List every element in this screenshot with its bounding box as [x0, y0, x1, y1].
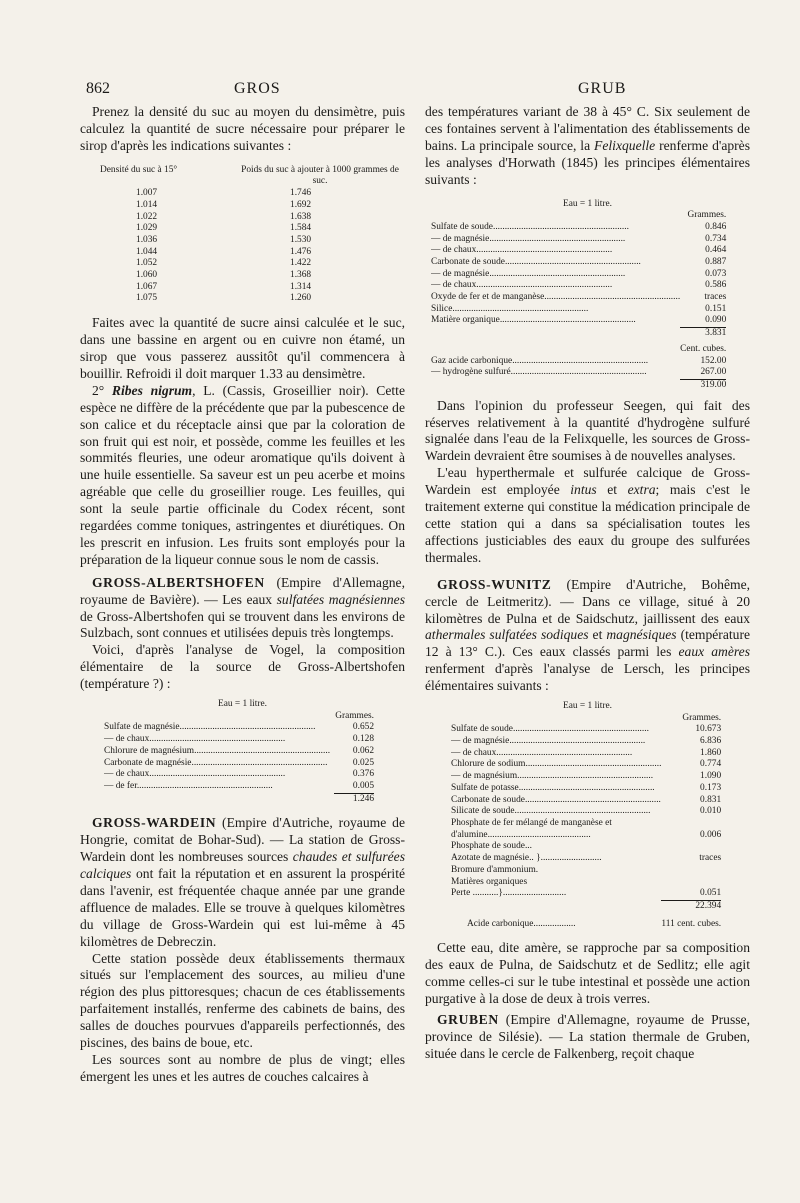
row-value: 1.260 [290, 293, 312, 304]
table-row [100, 247, 400, 259]
table-row [451, 748, 721, 760]
row-value: 0.128 [352, 734, 374, 745]
table-row [104, 746, 374, 758]
table-row [100, 235, 400, 247]
entry-text: L'eau hyperthermale et sulfurée calcique de Gross-Wardein est employée [425, 465, 750, 498]
row-label: — hydrogène sulfuré [431, 367, 511, 378]
row-label: Oxyde de fer et de manganèse [431, 292, 545, 303]
row-label: Acide carbonique [467, 918, 534, 929]
table-row [104, 781, 374, 793]
table-row [100, 188, 400, 200]
bracket-row: Matières organiques [451, 876, 528, 887]
row-value: 1.476 [290, 246, 312, 257]
row-value: 1.746 [290, 188, 312, 199]
table-row [431, 269, 726, 281]
row-label: Silice [431, 303, 453, 314]
bracket-row: Perte ...........}........................... [451, 888, 567, 899]
row-label: 1.052 [136, 258, 158, 269]
row-value: 10.673 [695, 724, 722, 735]
table-title: Eau = 1 litre. [217, 699, 268, 710]
row-value: 0.734 [705, 233, 727, 244]
entry-gross-albertshofen [80, 575, 405, 643]
table-row [100, 200, 400, 212]
entry-text: (température 12 à 13° C.). Ces eaux classés parmi les [425, 627, 751, 660]
table-row [451, 771, 721, 783]
row-label-cell: — de chaux.......................................................... [431, 280, 613, 291]
row-value: 0.173 [700, 782, 722, 793]
entry-text: et [596, 482, 628, 498]
table-row [104, 722, 374, 734]
table-total: 22.394 [661, 900, 721, 912]
row-label-cell: Matière organique.......................................................... [431, 315, 636, 326]
paragraph-vogel-analysis: Voici, d'après l'analyse de Vogel, la composition élémentaire de la source de Gross-Albertshofen (température ?) : [80, 642, 405, 692]
row-value: 0.846 [705, 221, 727, 232]
unit-label: Grammes. [687, 210, 727, 221]
entry-heading: GRUBEN [437, 1011, 499, 1027]
table-row [100, 258, 400, 270]
row-label: Sulfate de soude [431, 221, 493, 232]
row-value: 0.005 [352, 780, 374, 791]
table-row [431, 245, 726, 257]
entry-gruben [425, 1012, 750, 1063]
paragraph-ribes-nigrum [80, 383, 405, 569]
row-label-cell: Sulfate de potasse.......................................................... [451, 782, 655, 793]
paragraph-seegen: Dans l'opinion du professeur Seegen, qui fait des réserves relativement à la quantité d'hydrogène sulfuré signalée dans l'eau de la Felixquelle, les sources de Gross-Wardein devraient être soumises à de nouvelles analyses. [425, 397, 750, 464]
row-value: 0.376 [352, 769, 374, 780]
row-label: — de chaux [451, 747, 497, 758]
entry-text: ; mais c'est le traitement externe qui constitue la médication principale de cette station qui a dans sa spécialisation toutes les affections justiciables des eaux du groupe des sulfurées thermales. [425, 482, 750, 565]
row-label: 1.014 [136, 199, 158, 210]
row-label: — de fer [104, 780, 137, 791]
row-label: 1.075 [136, 293, 158, 304]
table-row [431, 292, 726, 304]
entry-text: (Empire d'Allemagne, royaume de Prusse, province de Silésie). — La station thermale de Gruben, située dans le cercle de Falkenberg, reçoit chaque [425, 1011, 750, 1061]
row-label: 1.044 [136, 246, 158, 257]
row-value: 0.652 [352, 722, 374, 733]
entry-italic: chaudes et sulfurées calciques [80, 849, 405, 882]
paragraph-bitter-water: Cette eau, dite amère, se rapproche par sa composition des eaux de Pulna, de Saidschutz et de Sedlitz; elle agit comme celles-ci sur le tube intestinal et possède une action purgative à la dose de deux à trois verres. [425, 940, 750, 1007]
row-value: 1.314 [290, 281, 312, 292]
row-label-cell: — de chaux.......................................................... [104, 734, 286, 745]
row-value: 0.062 [352, 745, 374, 756]
table-total: 3.831 [680, 328, 726, 340]
row-label: d'alumine [451, 829, 488, 840]
row-label-cell: — de fer.......................................................... [104, 780, 273, 791]
row-label-cell: — de chaux.......................................................... [451, 747, 633, 758]
table-row [451, 759, 721, 771]
entry-heading: GROSS-WARDEIN [92, 815, 217, 831]
entry-italic: extra [627, 482, 656, 498]
page-number: 862 [86, 80, 110, 97]
entry-text: (Empire d'Allemagne, royaume de Bavière). — Les eaux [80, 574, 405, 607]
row-label-cell: — de magnésie.......................................................... [431, 268, 626, 279]
entry-heading: GROSS-ALBERTSHOFEN [92, 574, 265, 590]
row-value: 0.073 [705, 268, 727, 279]
row-value: 0.887 [705, 256, 727, 267]
row-label: 1.067 [136, 281, 158, 292]
row-label: Chlorure de magnésium [104, 745, 195, 756]
row-label-cell: — de magnésie.......................................................... [451, 736, 646, 747]
row-label: — de chaux [431, 245, 477, 256]
row-value: 0.586 [705, 280, 727, 291]
entry-text: renferment d'après l'analyse de Lersch, les principes élémentaires suivants : [425, 661, 750, 694]
row-label: Carbonate de soude [431, 256, 505, 267]
row-label: Matière organique [431, 315, 500, 326]
row-value: 0.774 [700, 759, 722, 770]
row-label: — de chaux [104, 734, 150, 745]
row-value: 0.464 [705, 245, 727, 256]
row-label-cell: Gaz acide carbonique.......................................................... [431, 355, 649, 366]
row-label-cell: Oxyde de fer et de manganèse.......................................................... [431, 292, 681, 303]
row-value: 1.368 [290, 270, 312, 281]
felixquelle-table [431, 210, 726, 392]
row-label: Sulfate de soude [451, 724, 513, 735]
bracket-row: Phosphate de soude... [451, 841, 532, 852]
paragraph-syrup-cooking: Faites avec la quantité de sucre ainsi calculée et le suc, dans une bassine en argent ou en cuivre non étamé, un sirop que vous passerez aussitôt qu'il commencera à bouillir. Refroidi il doit marquer 1.33 au densimètre. [80, 315, 405, 381]
entry-gross-wunitz [425, 577, 750, 695]
row-label: Chlorure de sodium [451, 759, 526, 770]
row-label: Sulfate de potasse [451, 782, 519, 793]
row-value: 0.010 [700, 806, 722, 817]
row-value: 1.090 [700, 771, 722, 782]
entry-italic: intus [570, 482, 597, 498]
row-value: 6.836 [700, 736, 722, 747]
paragraph-felixquelle [425, 104, 750, 189]
row-label: — de magnésie [451, 736, 510, 747]
entry-text: renferme d'après les analyses d'Horwath (1845) les principes élémentaires suivants : [425, 137, 750, 187]
perte-value: 0.051 [700, 888, 722, 899]
table-row [431, 304, 726, 316]
row-label-cell: — hydrogène sulfuré.......................................................... [431, 367, 647, 378]
table-row [100, 212, 400, 224]
entry-text: ont fait la réputation et en assurent la prospérité dans l'avenir, est fréquentée chaque année par une grande affluence de malades. Elle se trouve à quelques kilomètres du village de Gross-Wardein qui est lui-même à 45 kilomètres de Debreczin. [80, 866, 405, 949]
row-label: — de magnésium [451, 771, 518, 782]
row-label: Azotate de magnésie.. [451, 853, 534, 864]
traces-value: traces [699, 853, 722, 864]
row-label: 1.036 [136, 234, 158, 245]
row-label-cell: Carbonate de soude.......................................................... [431, 256, 641, 267]
phosphate-label: Phosphate de fer mélangé de manganèse et [451, 818, 612, 828]
row-value: 1.584 [290, 223, 312, 234]
table-row [451, 724, 721, 736]
row-value: 0.831 [700, 794, 722, 805]
table-row [451, 795, 721, 807]
row-label-cell: Carbonate de soude.......................................................... [451, 794, 661, 805]
table-row [431, 356, 726, 368]
row-value: 267.00 [700, 367, 727, 378]
unit-label: Cent. cubes. [680, 343, 727, 354]
running-head-left: GROS [234, 80, 281, 97]
row-value: 1.530 [290, 234, 312, 245]
table-row [104, 734, 374, 746]
paragraph-syrup-instructions: Prenez la densité du suc au moyen du densimètre, puis calculez la quantité de sucre nécessaire pour préparer le sirop d'après les indications suivantes : [80, 104, 405, 153]
density-head-col1: Densité du suc à 15° [100, 164, 178, 175]
entry-text: de Gross-Albertshofen qui se trouvent dans les environs de Sulzbach, sont connues et utilisées depuis très longtemps. [80, 608, 405, 641]
table-row [104, 758, 374, 770]
table-row [100, 293, 400, 305]
row-label-cell: — de magnésie.......................................................... [431, 233, 626, 244]
row-label-cell: — de chaux.......................................................... [104, 769, 286, 780]
table-row [451, 783, 721, 795]
density-head-col2: Poids du suc à ajouter à 1000 grammes de suc. [241, 164, 399, 187]
acid-label: Acide carbonique.................. [467, 918, 576, 929]
unit-label: Grammes. [682, 712, 722, 723]
unit-label: Grammes. [335, 710, 374, 721]
running-head-right: GRUB [578, 80, 627, 97]
row-label: Sulfate de magnésie [104, 722, 180, 733]
row-label: Carbonate de soude [451, 794, 525, 805]
entry-text: (Empire d'Autriche, royaume de Hongrie, comitat de Bohar-Sud). — La station de Gross-Wardein dont les nombreuses sources [80, 815, 405, 865]
row-label-cell: Silice.......................................................... [431, 303, 589, 314]
row-label: — de magnésie [431, 268, 490, 279]
row-value: 1.422 [290, 258, 312, 269]
row-label-cell: — de magnésium.......................................................... [451, 771, 654, 782]
entry-italic: magnésiques [606, 627, 677, 643]
table-row [431, 234, 726, 246]
table-title: Eau = 1 litre. [562, 198, 613, 209]
row-label: Carbonate de magnésie [104, 757, 192, 768]
paragraph-sources: Les sources sont au nombre de plus de vingt; elles émergent les unes et les autres de couches calcaires à [80, 1052, 405, 1084]
row-label-cell: — de chaux.......................................................... [431, 245, 613, 256]
row-label-cell: Sulfate de magnésie.......................................................... [104, 722, 316, 733]
bracket-row: Bromure d'ammonium. [451, 864, 539, 875]
entry-text: des températures variant de 38 à 45° C. Six seulement de ces fontaines servent à l'alimentation des établissements de bains. La principale source, la [425, 104, 750, 153]
entry-italic: Felixquelle [594, 137, 656, 153]
table-row [100, 282, 400, 294]
row-value: 152.00 [700, 355, 727, 366]
row-value: 1.692 [290, 199, 312, 210]
table-total: 1.246 [334, 793, 374, 805]
table-row [100, 223, 400, 235]
bracket-row: Azotate de magnésie.. }.......................... [451, 853, 602, 864]
row-value: traces [704, 292, 727, 303]
acid-value: 111 cent. cubes. [661, 918, 722, 929]
table-row [451, 736, 721, 748]
gas-total: 319.00 [680, 379, 726, 391]
row-value: 0.151 [705, 303, 727, 314]
table-row [104, 769, 374, 781]
entry-gross-wardein [80, 815, 405, 950]
phosphate-value: 0.006 [700, 829, 722, 840]
row-label: — de magnésie [431, 233, 490, 244]
row-label: 1.029 [136, 223, 158, 234]
row-label: 1.007 [136, 188, 158, 199]
row-label: Silicate de soude [451, 806, 515, 817]
row-label-cell: Carbonate de magnésie.......................................................... [104, 757, 328, 768]
row-label-cell: Sulfate de soude.......................................................... [431, 221, 629, 232]
wunitz-table [451, 713, 721, 931]
paragraph-establishments: Cette station possède deux établissements thermaux situés sur l'emplacement des sources, au milieu d'une région des plus pittoresques; chacun de ces établissements parfaitement installés, renferme des cabinets de bains, des salles de douches pourvues d'appareils perfectionnés, des piscines, des bains de boue, etc. [80, 950, 405, 1051]
row-label-cell: Sulfate de soude.......................................................... [451, 724, 649, 735]
entry-heading: GROSS-WUNITZ [437, 576, 552, 592]
row-label: 1.060 [136, 270, 158, 281]
row-value: 0.090 [705, 315, 727, 326]
table-row [431, 315, 726, 327]
table-row [451, 806, 721, 818]
phosphate-label-2: d'alumine............................................ [451, 829, 591, 840]
table-row [431, 222, 726, 234]
ribes-name: Ribes nigrum [111, 382, 193, 398]
row-value: 1.860 [700, 747, 722, 758]
row-label: 1.022 [136, 211, 158, 222]
row-label: Gaz acide carbonique [431, 355, 513, 366]
row-value: 1.638 [290, 211, 312, 222]
row-label: — de chaux [104, 769, 150, 780]
table-row [431, 257, 726, 269]
ribes-text: , L. (Cassis, Groseillier noir). Cette espèce ne diffère de la précédente que par la pubescence de son calice et du réceptacle ainsi que par la coloration de son fruit qui est noir, et possède, comme les feuilles et les sommités fleuries, une odeur aromatique qu'ils doivent à une huile essentielle. Sa saveur est un peu acerbe et moins agréable que celle du groseillier rouge. Les feuilles, qui sont la seule partie officinale du Codex récent, sont regardées comme toniques, astringentes et diurétiques. On les prescrit en infusion. Les fruits sont employés pour la préparation de la liqueur connue sous le nom de cassis. [80, 382, 405, 567]
entry-text: et [588, 627, 607, 643]
row-label-cell: Chlorure de sodium.......................................................... [451, 759, 662, 770]
row-label-cell: Silicate de soude.......................................................... [451, 806, 651, 817]
row-label-cell: Chlorure de magnésium.......................................................... [104, 745, 331, 756]
row-label: Perte [451, 888, 471, 899]
albertshofen-table [104, 711, 374, 806]
paragraph-hyperthermal [425, 465, 750, 566]
table-title: Eau = 1 litre. [562, 701, 613, 712]
ribes-number: 2° [92, 382, 112, 398]
table-row [431, 367, 726, 379]
row-value: 0.025 [352, 757, 374, 768]
table-row [431, 280, 726, 292]
density-table [100, 165, 400, 305]
left-column [80, 104, 405, 1086]
entry-text: (Empire d'Autriche, Bohême, cercle de Leitmeritz). — Dans ce village, situé à 20 kilomètres de Pulna et de Saidschutz, jaillissent des eaux [425, 576, 750, 626]
row-label: — de chaux [431, 280, 477, 291]
right-column [425, 104, 750, 1063]
entry-italic: athermales sulfatées sodiques [425, 627, 589, 643]
entry-italic: sulfatées magnésiennes [276, 591, 405, 607]
entry-italic: eaux amères [678, 644, 750, 660]
table-row [100, 270, 400, 282]
